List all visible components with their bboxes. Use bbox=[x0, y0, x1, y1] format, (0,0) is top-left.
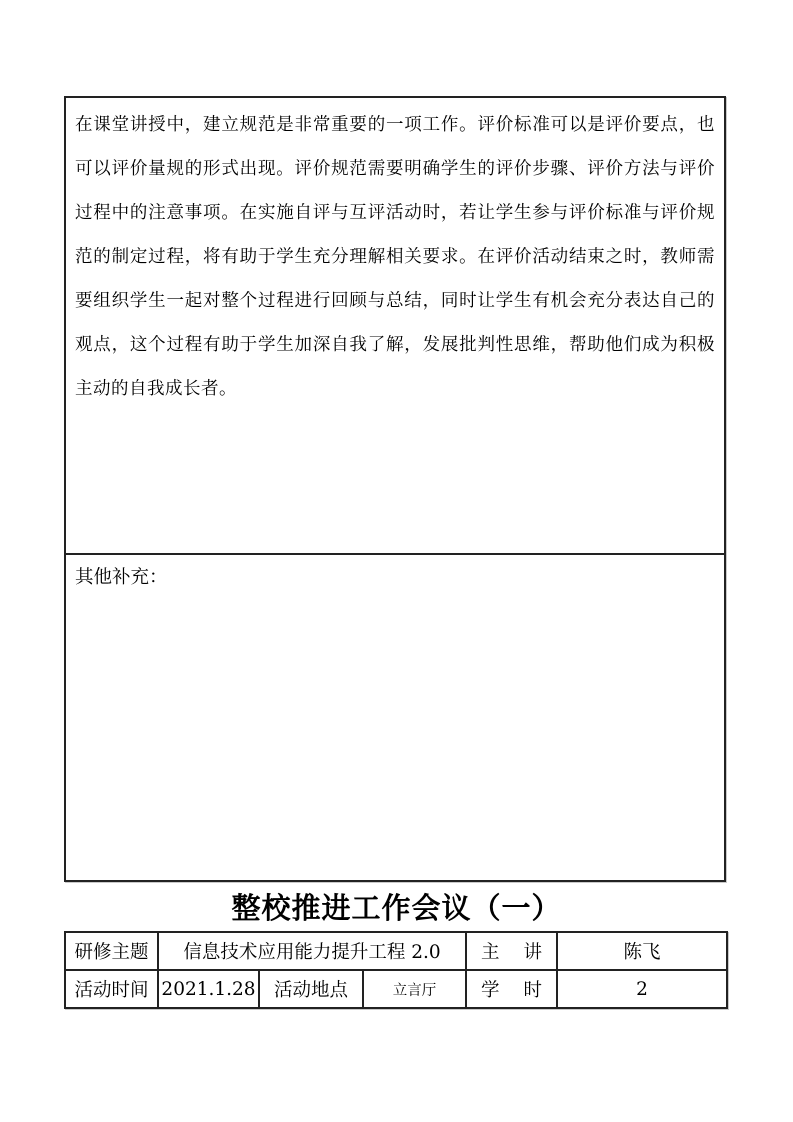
hours-label-right: 时 bbox=[523, 980, 542, 1001]
speaker-label-left: 主 bbox=[481, 942, 500, 963]
topic-label-cell: 研修主题 bbox=[65, 932, 158, 970]
notes-line: 范的制定过程，将有助于学生充分理解相关要求。在评价活动结束之时，教师需 bbox=[75, 247, 715, 267]
table-row bbox=[65, 932, 727, 970]
hours-label-cell bbox=[466, 970, 557, 1008]
hours-label-left: 学 bbox=[481, 980, 500, 1001]
notes-line: 主动的自我成长者。 bbox=[75, 379, 237, 399]
notes-line: 在课堂讲授中，建立规范是非常重要的一项工作。评价标准可以是评价要点，也 bbox=[75, 115, 715, 135]
speaker-label bbox=[467, 938, 556, 964]
table-row bbox=[65, 970, 727, 1008]
speaker-label-right: 讲 bbox=[523, 942, 542, 963]
notes-line: 过程中的注意事项。在实施自评与互评活动时，若让学生参与评价标准与评价规 bbox=[75, 203, 715, 223]
meeting-schedule-table bbox=[64, 931, 728, 1009]
speaker-value-cell: 陈飞 bbox=[557, 932, 727, 970]
notes-line: 要组织学生一起对整个过程进行回顾与总结，同时让学生有机会充分表达自己的 bbox=[75, 291, 715, 311]
topic-value-cell: 信息技术应用能力提升工程 2.0 bbox=[158, 932, 466, 970]
hours-label bbox=[467, 976, 556, 1002]
speaker-label-cell bbox=[466, 932, 557, 970]
time-label-cell: 活动时间 bbox=[65, 970, 158, 1008]
supplement-cell bbox=[66, 555, 724, 880]
notes-box bbox=[64, 96, 726, 882]
meeting-title: 整校推进工作会议（一） bbox=[231, 891, 562, 925]
evaluation-notes-cell bbox=[66, 98, 724, 555]
location-label-cell: 活动地点 bbox=[259, 970, 363, 1008]
supplement-label: 其他补充： bbox=[75, 567, 168, 588]
time-value-cell: 2021.1.28 bbox=[158, 970, 259, 1008]
location-value-cell: 立言厅 bbox=[363, 970, 466, 1008]
hours-value-cell: 2 bbox=[557, 970, 727, 1008]
notes-line: 可以评价量规的形式出现。评价规范需要明确学生的评价步骤、评价方法与评价 bbox=[75, 159, 715, 179]
notes-line: 观点，这个过程有助于学生加深自我了解，发展批判性思维，帮助他们成为积极 bbox=[75, 335, 715, 355]
